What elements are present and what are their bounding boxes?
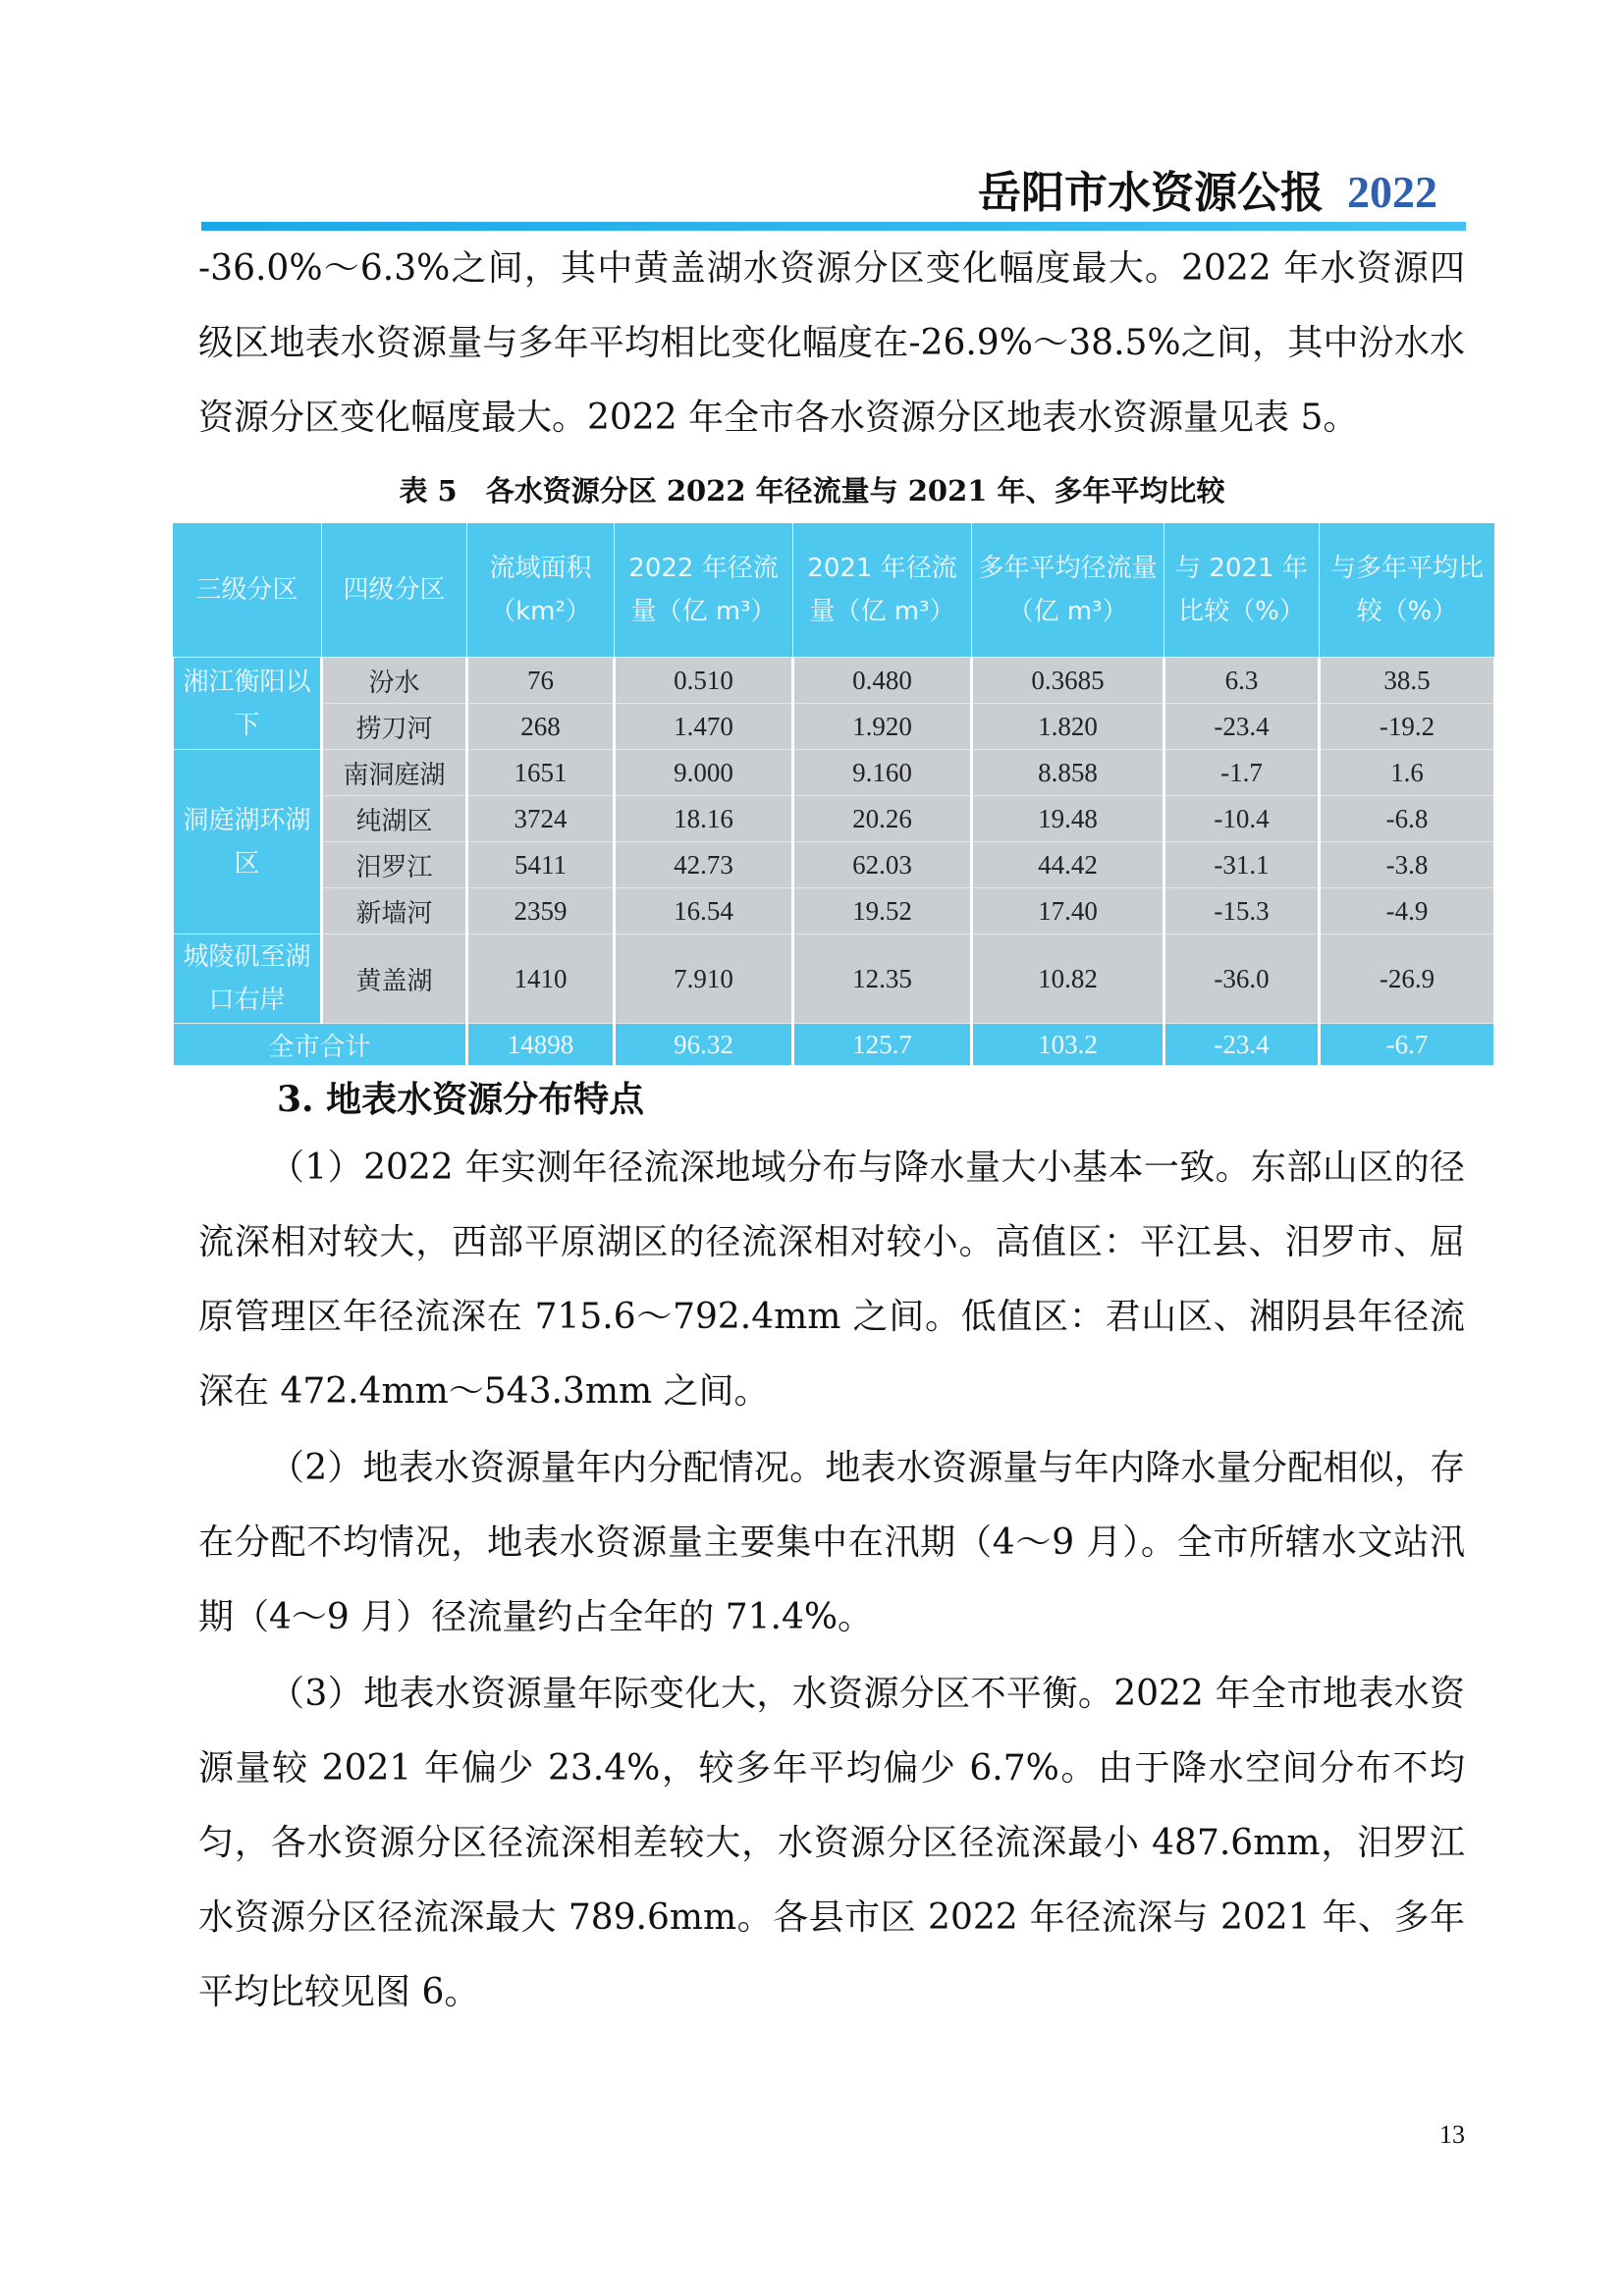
vs-2021-cell: -23.4 — [1164, 704, 1320, 750]
runoff-2021-cell: 9.160 — [793, 750, 972, 796]
level4-cell: 黄盖湖 — [322, 934, 467, 1024]
table-caption: 表 5 各水资源分区 2022 年径流量与 2021 年、多年平均比较 — [399, 474, 1225, 507]
runoff-2021-cell: 0.480 — [793, 658, 972, 704]
table-row — [173, 842, 1495, 888]
area-cell: 76 — [467, 658, 615, 704]
total-runoff-avg-cell: 103.2 — [972, 1024, 1164, 1066]
vs-2021-cell: -15.3 — [1164, 888, 1320, 934]
table-row — [173, 750, 1495, 796]
total-area-cell: 14898 — [467, 1024, 615, 1066]
total-vs-avg-cell: -6.7 — [1320, 1024, 1495, 1066]
vs-avg-cell: 1.6 — [1320, 750, 1495, 796]
level4-cell: 汾水 — [322, 658, 467, 704]
title-year: 2022 — [1347, 167, 1437, 217]
section-paragraph-2: （2）地表水资源量年内分配情况。地表水资源量与年内降水量分配相似，存在分配不均情况，地表水资源量主要集中在汛期（4～9 月）。全市所辖水文站汛期（4～9 月）径流量约占全年的 71.4%。 — [198, 1448, 1465, 1637]
section-paragraph-3: （3）地表水资源量年际变化大，水资源分区不平衡。2022 年全市地表水资源量较 2021 年偏少 23.4%，较多年平均偏少 6.7%。由于降水空间分布不均匀，各水资源分区径流深相差较大，水资源分区径流深最小 487.6mm，汨罗江水资源分区径流深最大 789.6mm。各县市区 2022 年径流深与 2021 年、多年平均比较见图 6。 — [198, 1674, 1465, 2012]
runoff-2022-cell: 0.510 — [615, 658, 793, 704]
section-heading: 3. 地表水资源分布特点 — [277, 1079, 645, 1120]
runoff-avg-cell: 44.42 — [972, 842, 1164, 888]
vs-avg-cell: -4.9 — [1320, 888, 1495, 934]
runoff-2022-cell: 18.16 — [615, 796, 793, 842]
runoff-2022-cell: 42.73 — [615, 842, 793, 888]
table-row — [173, 796, 1495, 842]
header-runoff-2022: 2022 年径流量（亿 m³） — [615, 523, 793, 658]
runoff-avg-cell: 1.820 — [972, 704, 1164, 750]
runoff-2021-cell: 20.26 — [793, 796, 972, 842]
vs-2021-cell: 6.3 — [1164, 658, 1320, 704]
header-runoff-2021: 2021 年径流量（亿 m³） — [793, 523, 972, 658]
vs-avg-cell: -3.8 — [1320, 842, 1495, 888]
area-cell: 2359 — [467, 888, 615, 934]
level4-cell: 捞刀河 — [322, 704, 467, 750]
runoff-comparison-table — [171, 522, 1496, 1065]
vs-2021-cell: -31.1 — [1164, 842, 1320, 888]
runoff-2022-cell: 16.54 — [615, 888, 793, 934]
table-row — [173, 934, 1495, 1024]
runoff-2022-cell: 7.910 — [615, 934, 793, 1024]
header-vs-avg: 与多年平均比较（%） — [1320, 523, 1495, 658]
runoff-2021-cell: 62.03 — [793, 842, 972, 888]
runoff-2021-cell: 1.920 — [793, 704, 972, 750]
level4-cell: 新墙河 — [322, 888, 467, 934]
area-cell: 1651 — [467, 750, 615, 796]
runoff-avg-cell: 8.858 — [972, 750, 1164, 796]
area-cell: 1410 — [467, 934, 615, 1024]
vs-2021-cell: -1.7 — [1164, 750, 1320, 796]
vs-avg-cell: 38.5 — [1320, 658, 1495, 704]
total-vs-2021-cell: -23.4 — [1164, 1024, 1320, 1066]
page-number: 13 — [1439, 2120, 1465, 2149]
level4-cell: 纯湖区 — [322, 796, 467, 842]
section-paragraph-1: （1）2022 年实测年径流深地域分布与降水量大小基本一致。东部山区的径流深相对较大，西部平原湖区的径流深相对较小。高值区：平江县、汨罗市、屈原管理区年径流深在 715.6～792.4mm 之间。低值区：君山区、湘阴县年径流深在 472.4mm～543.3mm 之间。 — [198, 1148, 1465, 1412]
runoff-2022-cell: 9.000 — [615, 750, 793, 796]
runoff-avg-cell: 10.82 — [972, 934, 1164, 1024]
table-row — [173, 658, 1495, 704]
total-runoff-2021-cell: 125.7 — [793, 1024, 972, 1066]
total-label-cell: 全市合计 — [173, 1024, 467, 1066]
publication-title — [978, 157, 1437, 220]
runoff-avg-cell: 17.40 — [972, 888, 1164, 934]
header-rule — [201, 222, 1466, 231]
area-cell: 268 — [467, 704, 615, 750]
runoff-2021-cell: 19.52 — [793, 888, 972, 934]
table-row — [173, 888, 1495, 934]
vs-avg-cell: -19.2 — [1320, 704, 1495, 750]
runoff-avg-cell: 19.48 — [972, 796, 1164, 842]
vs-2021-cell: -36.0 — [1164, 934, 1320, 1024]
runoff-2021-cell: 12.35 — [793, 934, 972, 1024]
title-text: 岳阳市水资源公报 — [978, 168, 1324, 218]
header-level3: 三级分区 — [173, 523, 322, 658]
runoff-avg-cell: 0.3685 — [972, 658, 1164, 704]
group-cell: 洞庭湖环湖区 — [173, 750, 322, 934]
intro-paragraph: -36.0%～6.3%之间，其中黄盖湖水资源分区变化幅度最大。2022 年水资源四级区地表水资源量与多年平均相比变化幅度在-26.9%～38.5%之间，其中汾水水资源分区变化幅度最大。2022 年全市各水资源分区地表水资源量见表 5。 — [198, 248, 1465, 438]
vs-2021-cell: -10.4 — [1164, 796, 1320, 842]
area-cell: 5411 — [467, 842, 615, 888]
runoff-2022-cell: 1.470 — [615, 704, 793, 750]
table-row — [173, 704, 1495, 750]
group-cell: 湘江衡阳以下 — [173, 658, 322, 750]
area-cell: 3724 — [467, 796, 615, 842]
vs-avg-cell: -26.9 — [1320, 934, 1495, 1024]
header-level4: 四级分区 — [322, 523, 467, 658]
table-total-row — [173, 1024, 1495, 1066]
header-area: 流域面积（km²） — [467, 523, 615, 658]
header-runoff-avg: 多年平均径流量（亿 m³） — [972, 523, 1164, 658]
level4-cell: 南洞庭湖 — [322, 750, 467, 796]
total-runoff-2022-cell: 96.32 — [615, 1024, 793, 1066]
group-cell: 城陵矶至湖口右岸 — [173, 934, 322, 1024]
vs-avg-cell: -6.8 — [1320, 796, 1495, 842]
header-vs-2021: 与 2021 年比较（%） — [1164, 523, 1320, 658]
level4-cell: 汨罗江 — [322, 842, 467, 888]
table-header-row — [173, 523, 1495, 658]
